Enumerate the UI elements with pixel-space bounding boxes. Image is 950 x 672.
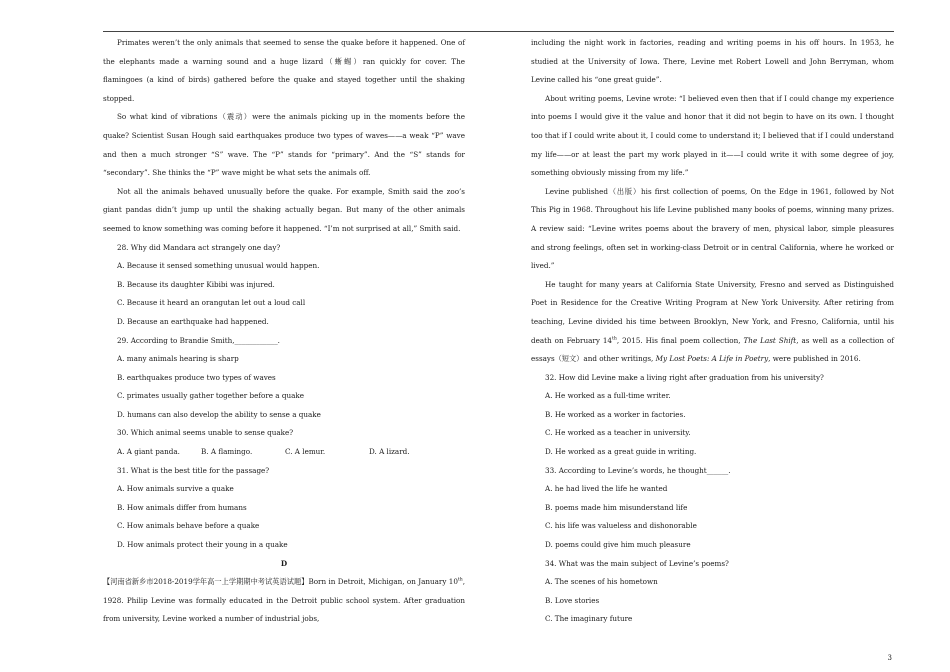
option: C. his life was valueless and dishonorable <box>545 521 697 531</box>
option: C. A lemur. <box>285 447 326 457</box>
option: A. He worked as a full-time writer. <box>545 391 671 401</box>
option: A. Because it sensed something unusual would happen. <box>117 261 320 271</box>
paragraph: Primates weren’t the only animals that seemed to sense the quake before it happened. One of the elephants made a warning sound and a huge lizard（蜥蜴）ran quickly for cover. The flamingoes (a kind of birds) gathered before the quake and stayed together until the shaking stopped. <box>103 38 465 103</box>
question-30: 30. Which animal seems unable to sense quake? <box>117 428 294 438</box>
option: B. Because its daughter Kibibi was injured. <box>117 279 275 289</box>
left-column <box>103 34 465 629</box>
option: D. A lizard. <box>369 447 410 457</box>
option: D. He worked as a great guide in writing. <box>545 447 697 457</box>
paragraph: including the night work in factories, reading and writing poems in his off hours. In 1953, he studied at the University of Iowa. There, Levine met Robert Lowell and John Berryman, whom Levine called his “one great guide”. <box>531 38 894 85</box>
question-32: 32. How did Levine make a living right after graduation from his university? <box>545 372 824 382</box>
option: D. Because an earthquake had happened. <box>117 316 269 326</box>
option: B. How animals differ from humans <box>117 502 247 512</box>
source-paragraph: 【河南省新乡市2018-2019学年高一上学期期中考试英语试题】Born in Detroit, Michigan, on January 10th, 1928. Philip Levine was formally educated in the Detroit public school system. After graduation from university, Levine worked a number of industrial jobs, <box>103 577 465 624</box>
options-row <box>103 443 465 462</box>
right-column <box>531 34 894 629</box>
option: C. He worked as a teacher in university. <box>545 428 691 438</box>
question-31: 31. What is the best title for the passage? <box>117 465 270 475</box>
question-33: 33. According to Levine’s words, he thought______. <box>545 465 731 475</box>
section-heading: D <box>280 558 288 568</box>
header-rule <box>103 31 894 32</box>
book-title: My Lost Poets: A Life in Poetry <box>655 354 769 364</box>
question-34: 34. What was the main subject of Levine’s poems? <box>545 558 729 568</box>
option: D. poems could give him much pleasure <box>545 540 691 550</box>
option: D. humans can also develop the ability to sense a quake <box>117 409 321 419</box>
paragraph: Levine published（出版）his first collection of poems, On the Edge in 1961, followed by Not This Pig in 1968. Throughout his life Levine published many books of poems, winning many prizes. A review said: “Levine writes poems about the bravery of men, physical labor, simple pleasures and strong feelings, often set in working-class Detroit or in central California, where he worked or lived.” <box>531 186 894 271</box>
paragraph: About writing poems, Levine wrote: “I believed even then that if I could change my experience into poems I would give it the value and honor that it did not begin to have on its own. I thought too that if I could write about it, I could come to understand it; I believed that if I could understand my life——or at least the part my work played in it——I could write it with some degree of joy, something obviously missing from my life.” <box>531 93 894 178</box>
option: D. How animals protect their young in a quake <box>117 540 288 550</box>
option: C. The imaginary future <box>545 614 633 624</box>
option: A. The scenes of his hometown <box>545 577 658 587</box>
question-29: 29. According to Brandie Smith,____________. <box>117 335 280 345</box>
question-28: 28. Why did Mandara act strangely one day? <box>117 242 281 252</box>
option: C. How animals behave before a quake <box>117 521 260 531</box>
option: A. he had lived the life he wanted <box>545 484 668 494</box>
option: B. poems made him misunderstand life <box>545 502 688 512</box>
option: C. Because it heard an orangutan let out a loud call <box>117 298 306 308</box>
paragraph: Not all the animals behaved unusually before the quake. For example, Smith said the zoo’s giant pandas didn’t jump up until the shaking actually began. But many of the other animals seemed to know something was coming before it happened. “I’m not surprised at all,” Smith said. <box>103 186 465 233</box>
book-title: The Last Shift <box>743 335 797 345</box>
paragraph: He taught for many years at California State University, Fresno and served as Distinguished Poet in Residence for the Creative Writing Program at New York University. After retiring from teaching, Levine divided his time between Brooklyn, New York, and Fresno, California, until his death on February 14th, 2015. His final poem collection, The Last Shift, as well as a collection of essays（短文）and other writings, My Lost Poets: A Life in Poetry, were published in 2016. <box>531 279 894 364</box>
paragraph: So what kind of vibrations（震动）were the animals picking up in the moments before the quake? Scientist Susan Hough said earthquakes produce two types of waves——a weak “P” wave and then a much stronger “S” wave. The “P” stands for “primary”. And the “S” stands for “secondary”. She thinks the “P” wave might be what sets the animals off. <box>103 112 465 178</box>
option: C. primates usually gather together before a quake <box>117 391 304 401</box>
option: A. A giant panda. <box>117 447 180 457</box>
option: B. A flamingo. <box>201 447 253 457</box>
option: B. He worked as a worker in factories. <box>545 409 686 419</box>
option: B. Love stories <box>545 595 600 605</box>
option: A. many animals hearing is sharp <box>117 354 239 364</box>
page-number: 3 <box>887 654 892 662</box>
option: B. earthquakes produce two types of waves <box>117 372 276 382</box>
option: A. How animals survive a quake <box>117 484 234 494</box>
